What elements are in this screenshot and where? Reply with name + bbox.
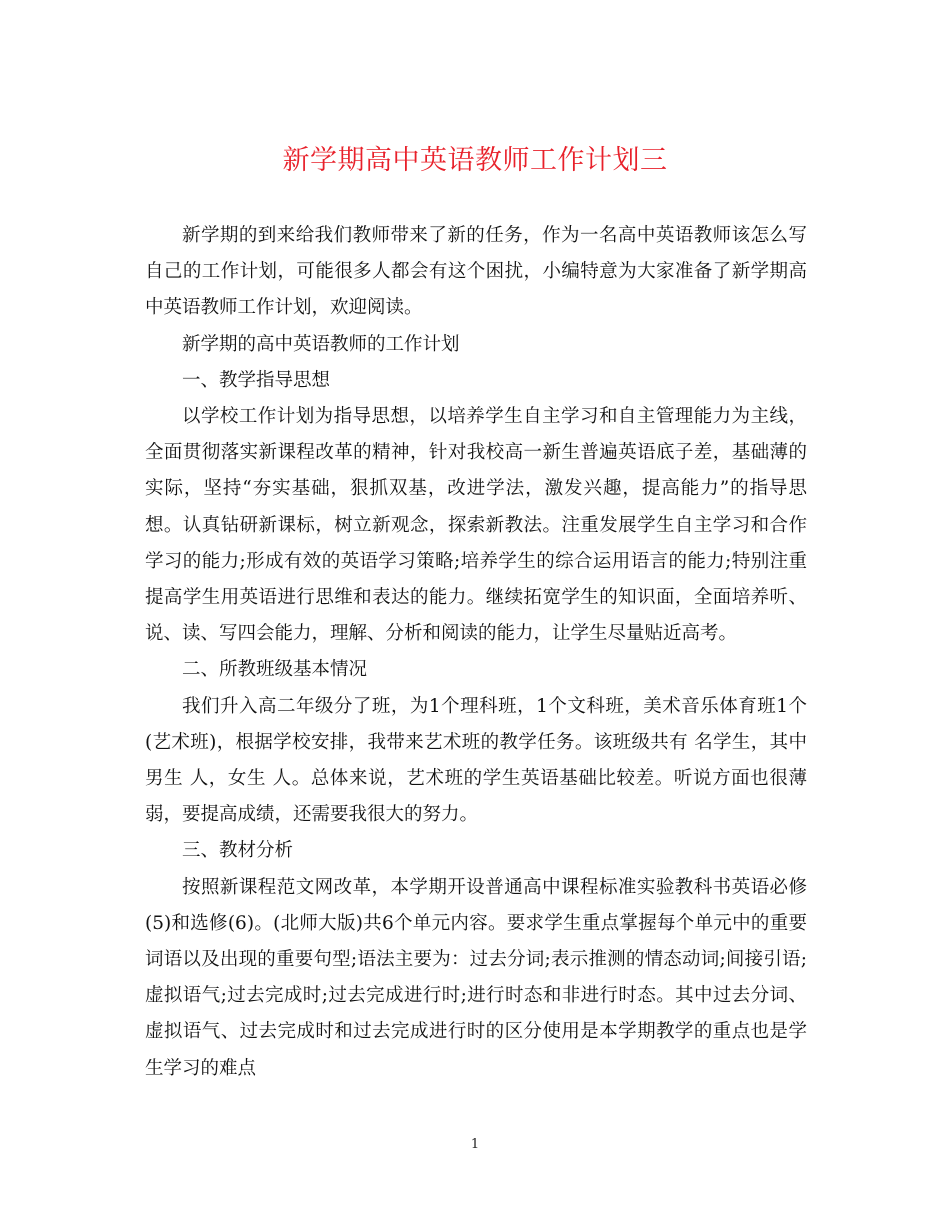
textbook-analysis-paragraph: 按照新课程范文网改革，本学期开设普通高中课程标准实验教科书英语必修(5)和选修(6)。(北师大版)共6个单元内容。要求学生重点掌握每个单元中的重要词语以及出现的重要句型;语法主要为：过去分词;表示推测的情态动词;间接引语;虚拟语气;过去完成时;过去完成进行时;进行时态和非进行时态。其中过去分词、虚拟语气、过去完成时和过去完成进行时的区分使用是本学期教学的重点也是学生学习的难点 [145, 876, 807, 1079]
section-heading-textbook-analysis: 三、教材分析 [182, 840, 294, 862]
class-situation-paragraph: 我们升入高二年级分了班，为1个理科班，1个文科班，美术音乐体育班1个(艺术班)，根据学校安排，我带来艺术班的教学任务。该班级共有 名学生，其中男生 人，女生 人。总体来说，艺术班的学生英语基础比较差。听说方面也很薄弱，要提高成绩，还需要我很大的努力。 [145, 695, 807, 826]
intro-paragraph: 新学期的到来给我们教师带来了新的任务，作为一名高中英语教师该怎么写自己的工作计划，可能很多人都会有这个困扰，小编特意为大家准备了新学期高中英语教师工作计划，欢迎阅读。 [145, 225, 807, 319]
document-body [145, 218, 807, 1087]
section-heading-class-situation: 二、所教班级基本情况 [182, 659, 368, 681]
page-number: 1 [470, 1137, 480, 1152]
plan-heading: 新学期的高中英语教师的工作计划 [182, 333, 460, 355]
section-heading-teaching-guideline: 一、教学指导思想 [182, 369, 331, 391]
document-title: 新学期高中英语教师工作计划三 [282, 145, 668, 176]
teaching-guideline-paragraph: 以学校工作计划为指导思想，以培养学生自主学习和自主管理能力为主线，全面贯彻落实新课程改革的精神，针对我校高一新生普遍英语底子差，基础薄的实际，坚持“夯实基础，狠抓双基，改进学法，激发兴趣，提高能力”的指导思想。认真钻研新课标，树立新观念，探索新教法。注重发展学生自主学习和合作学习的能力;形成有效的英语学习策略;培养学生的综合运用语言的能力;特别注重提高学生用英语进行思维和表达的能力。继续拓宽学生的知识面，全面培养听、说、读、写四会能力，理解、分析和阅读的能力，让学生尽量贴近高考。 [145, 406, 807, 645]
